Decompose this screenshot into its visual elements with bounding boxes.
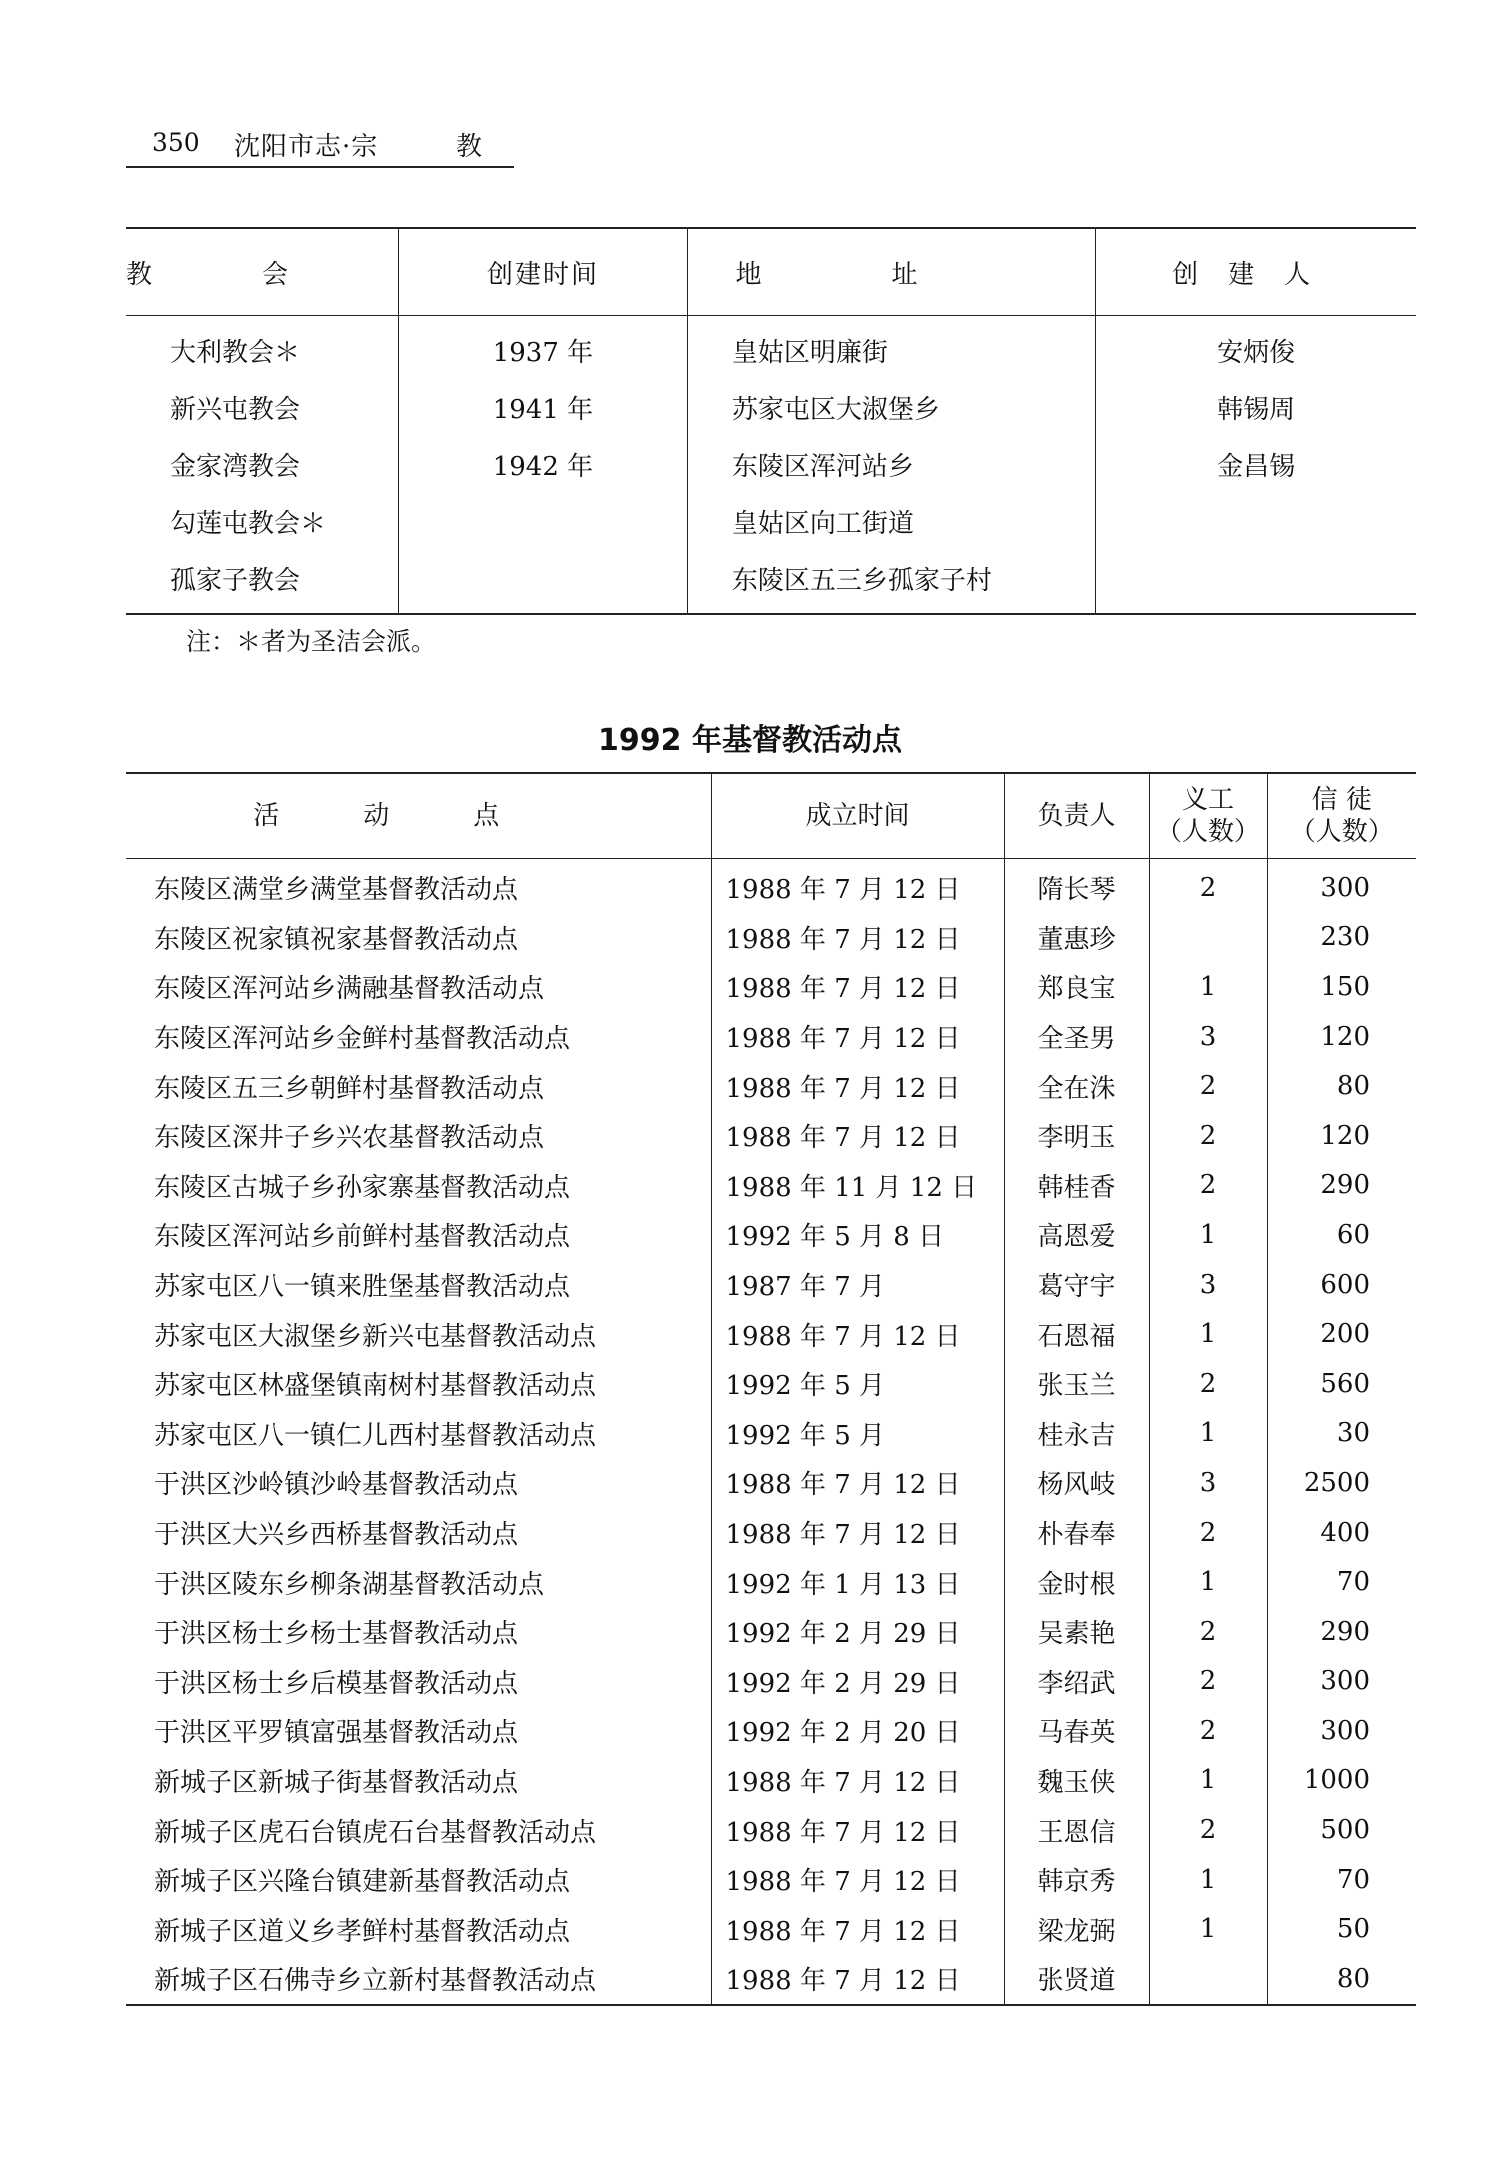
believer-count: 600 <box>1267 1260 1416 1310</box>
believer-count: 30 <box>1267 1409 1416 1459</box>
established-date: 1988 年 7 月 12 日 <box>711 1855 1004 1905</box>
established-date: 1992 年 5 月 <box>711 1359 1004 1409</box>
founder-name: 安炳俊 <box>1096 316 1416 380</box>
site-name: 新城子区虎石台镇虎石台基督教活动点 <box>154 1817 597 1848</box>
leader-name: 全圣男 <box>1004 1012 1149 1062</box>
volunteer-count: 1 <box>1149 1210 1267 1260</box>
activity-row <box>126 1706 1416 1756</box>
believer-count: 60 <box>1267 1210 1416 1260</box>
established-date: 1988 年 7 月 12 日 <box>711 1061 1004 1111</box>
founder-name: 韩锡周 <box>1096 379 1416 436</box>
leader-name: 李绍武 <box>1004 1657 1149 1707</box>
church-row <box>126 316 1416 380</box>
believer-count: 230 <box>1267 913 1416 963</box>
leader-name: 隋长琴 <box>1004 859 1149 913</box>
founded-year <box>399 550 688 614</box>
established-date: 1988 年 7 月 12 日 <box>711 859 1004 913</box>
site-name: 新城子区新城子街基督教活动点 <box>154 1767 519 1798</box>
site-name: 新城子区兴隆台镇建新基督教活动点 <box>154 1867 571 1898</box>
leader-name: 魏玉侠 <box>1004 1756 1149 1806</box>
church-name: 新兴屯教会 <box>170 395 301 425</box>
leader-name: 石恩福 <box>1004 1309 1149 1359</box>
col-header-site: 活动点 <box>126 773 711 859</box>
site-name: 于洪区平罗镇富强基督教活动点 <box>154 1718 519 1749</box>
activity-row <box>126 1657 1416 1707</box>
activity-row <box>126 1904 1416 1954</box>
volunteer-count: 2 <box>1149 1061 1267 1111</box>
activity-row <box>126 1111 1416 1161</box>
col-header-address: 地址 <box>687 228 1095 316</box>
page-number: 350 <box>152 128 200 157</box>
leader-name: 杨风岐 <box>1004 1458 1149 1508</box>
col-header-leader: 负责人 <box>1004 773 1149 859</box>
believer-count: 70 <box>1267 1855 1416 1905</box>
church-name: 孤家子教会 <box>170 566 301 596</box>
site-name: 于洪区杨士乡杨士基督教活动点 <box>154 1619 519 1650</box>
established-date: 1988 年 7 月 12 日 <box>711 1805 1004 1855</box>
site-name: 东陵区古城子乡孙家寨基督教活动点 <box>154 1172 571 1203</box>
church-address: 苏家屯区大淑堡乡 <box>687 379 1095 436</box>
church-row <box>126 436 1416 493</box>
believer-count: 50 <box>1267 1904 1416 1954</box>
established-date: 1988 年 11 月 12 日 <box>711 1161 1004 1211</box>
site-name: 东陵区深井子乡兴农基督教活动点 <box>154 1123 545 1154</box>
activity-row <box>126 1061 1416 1111</box>
volunteer-count: 2 <box>1149 1805 1267 1855</box>
established-date: 1988 年 7 月 12 日 <box>711 1954 1004 2005</box>
founded-year: 1941 年 <box>399 379 688 436</box>
volunteer-count <box>1149 913 1267 963</box>
church-name: 大利教会＊ <box>170 338 301 368</box>
volunteer-count: 2 <box>1149 1508 1267 1558</box>
site-name: 苏家屯区八一镇仁儿西村基督教活动点 <box>154 1420 597 1451</box>
leader-name: 梁龙弼 <box>1004 1904 1149 1954</box>
activity-row <box>126 1954 1416 2005</box>
activity-row <box>126 1409 1416 1459</box>
activity-row <box>126 1359 1416 1409</box>
founder-name: 金昌锡 <box>1096 436 1416 493</box>
founder-name <box>1096 493 1416 550</box>
activity-row <box>126 1012 1416 1062</box>
church-address: 东陵区浑河站乡 <box>687 436 1095 493</box>
established-date: 1988 年 7 月 12 日 <box>711 913 1004 963</box>
leader-name: 张贤道 <box>1004 1954 1149 2005</box>
volunteer-count: 1 <box>1149 962 1267 1012</box>
site-name: 东陵区浑河站乡金鲜村基督教活动点 <box>154 1024 571 1055</box>
activity-row <box>126 962 1416 1012</box>
established-date: 1987 年 7 月 <box>711 1260 1004 1310</box>
volunteer-count: 3 <box>1149 1012 1267 1062</box>
volunteer-count: 3 <box>1149 1458 1267 1508</box>
established-date: 1988 年 7 月 12 日 <box>711 962 1004 1012</box>
leader-name: 马春英 <box>1004 1706 1149 1756</box>
believer-count: 500 <box>1267 1805 1416 1855</box>
believer-count: 70 <box>1267 1557 1416 1607</box>
site-name: 新城子区道义乡孝鲜村基督教活动点 <box>154 1916 571 1947</box>
site-name: 东陵区浑河站乡满融基督教活动点 <box>154 974 545 1005</box>
leader-name: 金时根 <box>1004 1557 1149 1607</box>
volunteer-count <box>1149 1954 1267 2005</box>
activity-row <box>126 1458 1416 1508</box>
running-header <box>126 122 514 168</box>
volunteer-count: 1 <box>1149 1904 1267 1954</box>
leader-name: 李明玉 <box>1004 1111 1149 1161</box>
activity-row <box>126 1161 1416 1211</box>
established-date: 1992 年 5 月 <box>711 1409 1004 1459</box>
volunteer-count: 2 <box>1149 1359 1267 1409</box>
site-name: 东陵区满堂乡满堂基督教活动点 <box>154 875 519 906</box>
table-note: 注：＊者为圣洁会派。 <box>186 627 437 656</box>
leader-name: 张玉兰 <box>1004 1359 1149 1409</box>
activity-row <box>126 1210 1416 1260</box>
established-date: 1992 年 2 月 29 日 <box>711 1657 1004 1707</box>
volunteer-count: 2 <box>1149 1706 1267 1756</box>
church-row <box>126 550 1416 614</box>
established-date: 1988 年 7 月 12 日 <box>711 1458 1004 1508</box>
site-name: 新城子区石佛寺乡立新村基督教活动点 <box>154 1966 597 1997</box>
established-date: 1988 年 7 月 12 日 <box>711 1012 1004 1062</box>
activity-row <box>126 1805 1416 1855</box>
established-date: 1992 年 2 月 20 日 <box>711 1706 1004 1756</box>
established-date: 1988 年 7 月 12 日 <box>711 1111 1004 1161</box>
site-name: 于洪区陵东乡柳条湖基督教活动点 <box>154 1569 545 1600</box>
established-date: 1988 年 7 月 12 日 <box>711 1309 1004 1359</box>
leader-name: 朴春奉 <box>1004 1508 1149 1558</box>
leader-name: 韩京秀 <box>1004 1855 1149 1905</box>
believer-count: 2500 <box>1267 1458 1416 1508</box>
col-header-believers: 信 徒 （人数） <box>1267 773 1416 859</box>
leader-name: 全在洙 <box>1004 1061 1149 1111</box>
activity-sites-table <box>126 772 1416 2006</box>
believer-count: 300 <box>1267 1706 1416 1756</box>
volunteer-count: 1 <box>1149 1309 1267 1359</box>
site-name: 于洪区大兴乡西桥基督教活动点 <box>154 1520 519 1551</box>
church-row <box>126 379 1416 436</box>
col-header-founded: 创建时间 <box>399 228 688 316</box>
believer-count: 300 <box>1267 859 1416 913</box>
church-row <box>126 493 1416 550</box>
site-name: 东陵区浑河站乡前鲜村基督教活动点 <box>154 1222 571 1253</box>
volunteer-count: 1 <box>1149 1557 1267 1607</box>
volunteer-count: 1 <box>1149 1409 1267 1459</box>
founded-year <box>399 493 688 550</box>
activity-row <box>126 859 1416 913</box>
volunteer-count: 2 <box>1149 1111 1267 1161</box>
church-address: 皇姑区明廉街 <box>687 316 1095 380</box>
site-name: 苏家屯区八一镇来胜堡基督教活动点 <box>154 1272 571 1303</box>
believer-count: 300 <box>1267 1657 1416 1707</box>
book-title: 沈阳市志·宗 <box>234 132 379 162</box>
church-address: 皇姑区向工街道 <box>687 493 1095 550</box>
site-name: 于洪区杨士乡后模基督教活动点 <box>154 1668 519 1699</box>
church-name: 金家湾教会 <box>170 452 301 482</box>
volunteer-count: 2 <box>1149 1161 1267 1211</box>
volunteer-count: 2 <box>1149 1657 1267 1707</box>
believer-count: 400 <box>1267 1508 1416 1558</box>
church-address: 东陵区五三乡孤家子村 <box>687 550 1095 614</box>
volunteer-count: 1 <box>1149 1855 1267 1905</box>
activity-row <box>126 1508 1416 1558</box>
activity-row <box>126 1557 1416 1607</box>
believer-count: 1000 <box>1267 1756 1416 1806</box>
activity-table-header <box>126 773 1416 859</box>
leader-name: 葛守宇 <box>1004 1260 1149 1310</box>
church-table <box>126 227 1416 615</box>
volunteer-count: 3 <box>1149 1260 1267 1310</box>
believer-count: 120 <box>1267 1111 1416 1161</box>
established-date: 1988 年 7 月 12 日 <box>711 1904 1004 1954</box>
leader-name: 董惠珍 <box>1004 913 1149 963</box>
leader-name: 王恩信 <box>1004 1805 1149 1855</box>
leader-name: 郑良宝 <box>1004 962 1149 1012</box>
volunteer-count: 2 <box>1149 859 1267 913</box>
site-name: 苏家屯区林盛堡镇南树村基督教活动点 <box>154 1371 597 1402</box>
believer-count: 200 <box>1267 1309 1416 1359</box>
believer-count: 290 <box>1267 1607 1416 1657</box>
col-header-volunteers: 义工 （人数） <box>1149 773 1267 859</box>
established-date: 1988 年 7 月 12 日 <box>711 1756 1004 1806</box>
leader-name: 桂永吉 <box>1004 1409 1149 1459</box>
believer-count: 80 <box>1267 1954 1416 2005</box>
activity-row <box>126 1260 1416 1310</box>
site-name: 苏家屯区大淑堡乡新兴屯基督教活动点 <box>154 1321 597 1352</box>
founded-year: 1937 年 <box>399 316 688 380</box>
church-table-header <box>126 228 1416 316</box>
col-header-founder: 创建人 <box>1096 228 1416 316</box>
col-header-date: 成立时间 <box>711 773 1004 859</box>
established-date: 1992 年 2 月 29 日 <box>711 1607 1004 1657</box>
activity-row <box>126 1607 1416 1657</box>
established-date: 1992 年 1 月 13 日 <box>711 1557 1004 1607</box>
activity-row <box>126 1756 1416 1806</box>
volunteer-count: 1 <box>1149 1756 1267 1806</box>
established-date: 1992 年 5 月 8 日 <box>711 1210 1004 1260</box>
site-name: 东陵区五三乡朝鲜村基督教活动点 <box>154 1073 545 1104</box>
col-header-church: 教会 <box>126 228 399 316</box>
book-title-end: 教 <box>456 132 483 162</box>
leader-name: 吴素艳 <box>1004 1607 1149 1657</box>
believer-count: 560 <box>1267 1359 1416 1409</box>
established-date: 1988 年 7 月 12 日 <box>711 1508 1004 1558</box>
table2-title: 1992 年基督教活动点 <box>598 723 902 758</box>
church-name: 勾莲屯教会＊ <box>170 509 327 539</box>
activity-row <box>126 1309 1416 1359</box>
activity-row <box>126 1855 1416 1905</box>
site-name: 于洪区沙岭镇沙岭基督教活动点 <box>154 1470 519 1501</box>
leader-name: 韩桂香 <box>1004 1161 1149 1211</box>
believer-count: 290 <box>1267 1161 1416 1211</box>
believer-count: 80 <box>1267 1061 1416 1111</box>
believer-count: 150 <box>1267 962 1416 1012</box>
leader-name: 高恩爱 <box>1004 1210 1149 1260</box>
volunteer-count: 2 <box>1149 1607 1267 1657</box>
believer-count: 120 <box>1267 1012 1416 1062</box>
founder-name <box>1096 550 1416 614</box>
activity-row <box>126 913 1416 963</box>
site-name: 东陵区祝家镇祝家基督教活动点 <box>154 924 519 955</box>
founded-year: 1942 年 <box>399 436 688 493</box>
